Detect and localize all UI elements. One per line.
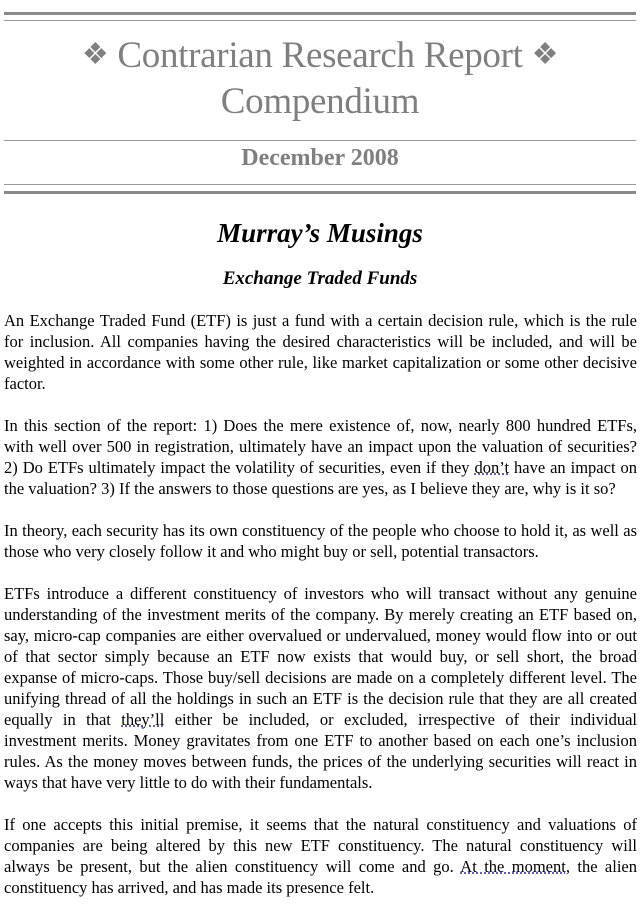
- text-run: ETFs introduce a different constituency of investors who will transact without any genuine understanding of the investment merits of the company. By merely creating an ETF based on, say, micro-cap companies are either overvalued or undervalued, money would flow into or out of that sector simply because an ETF now exists that would buy, or sell short, the broad expanse of micro-caps. Those buy/sell decisions are made on a completely different level. The unifying thread of all the holdings in such an ETF is the decision rule that they are all created equally in that: [4, 584, 637, 729]
- paragraph: [4, 814, 637, 898]
- text-run: If one accepts this initial premise, it seems that the natural constituency and valuations of companies are being altered by this new ETF constituency. The natural constituency will always be present, but the alien constituency will come and go.: [4, 815, 637, 876]
- paragraph: [4, 583, 637, 793]
- date-top-rule: [4, 140, 636, 141]
- paragraph: An Exchange Traded Fund (ETF) is just a fund with a certain decision rule, which is the rule for inclusion. All companies having the desired characteristics will be included, and will be weighted in accordance with some other rule, like market capitalization or some other decisive factor.: [4, 311, 637, 393]
- masthead-line-1: [0, 32, 640, 79]
- text-run: either be included, or excluded, irrespective of their individual investment merits. Money gravitates from one ETF to another based on each one’s inclusion rules. As the money moves between funds, the prices of the underlying securities will react in ways that have very little to do with their fundamentals.: [4, 710, 637, 792]
- date-bottom-thin-rule: [4, 184, 636, 185]
- header-top-rule: [4, 12, 636, 15]
- header-top-thin-rule: [4, 20, 636, 21]
- text-run: have an impact on the valuation? 3) If the answers to those questions are yes, as I believe they are, why is it so?: [4, 458, 637, 498]
- issue-date: December 2008: [241, 145, 399, 171]
- report-title: Contrarian Research Report: [117, 35, 523, 76]
- section-title: Murray’s Musings: [217, 218, 423, 248]
- flagged-word: don’t: [474, 458, 510, 477]
- report-masthead: [0, 32, 640, 125]
- flagged-word: they’ll: [121, 710, 165, 729]
- report-subtitle: Compendium: [220, 81, 420, 122]
- text-run: , the alien constituency has arrived, and has made its presence felt.: [4, 857, 637, 897]
- text-run: In this section of the report: 1) Does the mere existence of, now, nearly 800 hundred ETFs, with well over 500 in registration, ultimately have an impact upon the valuation of securities? 2) Do ETFs ultimately impact the volatility of securities, even if they: [4, 416, 637, 477]
- diamond-bullet-icon: ❖: [531, 38, 559, 71]
- diamond-bullet-icon: ❖: [81, 38, 109, 71]
- flagged-word: At the moment: [460, 857, 566, 876]
- paragraph: In theory, each security has its own constituency of the people who choose to hold it, as well as those who very closely follow it and who might buy or sell, potential transactors.: [4, 521, 637, 561]
- date-bottom-rule: [4, 191, 636, 194]
- article-title: Exchange Traded Funds: [222, 268, 418, 289]
- paragraph: [4, 415, 637, 499]
